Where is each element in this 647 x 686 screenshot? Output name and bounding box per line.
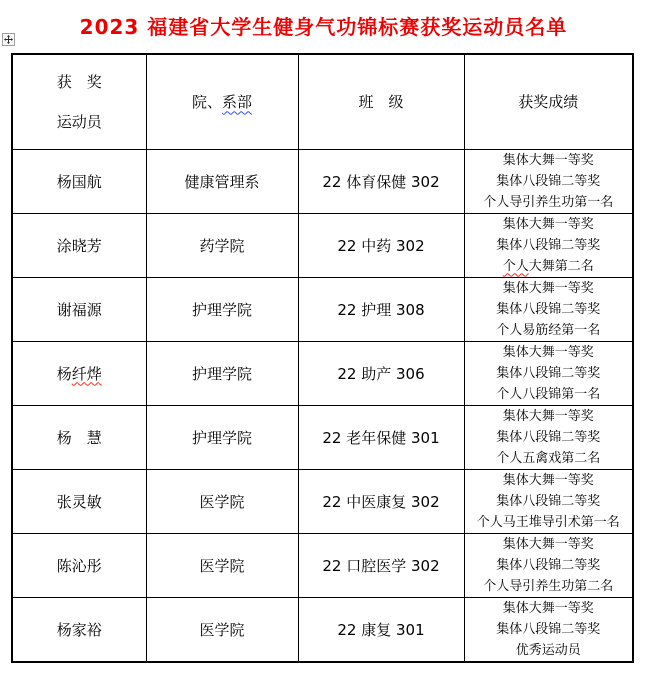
athlete-name-cell[interactable]: 涂晓芳 <box>12 213 146 277</box>
table-row <box>12 149 633 213</box>
award-line: 集体大舞一等奖 <box>502 216 594 232</box>
table-row <box>12 469 633 533</box>
table-row <box>12 277 633 341</box>
awards-cell[interactable] <box>464 405 633 469</box>
table-row <box>12 341 633 405</box>
class-cell[interactable]: 22 助产 306 <box>298 341 464 405</box>
header-athlete-line2: 运动员 <box>56 112 102 131</box>
awards-cell[interactable] <box>464 149 633 213</box>
award-line: 集体大舞一等奖 <box>502 280 594 296</box>
department-cell[interactable]: 护理学院 <box>146 341 298 405</box>
header-athlete-line1: 获 奖 <box>56 72 102 91</box>
header-awards[interactable]: 获奖成绩 <box>464 54 633 149</box>
table-row <box>12 213 633 277</box>
athlete-name-cell[interactable]: 谢福源 <box>12 277 146 341</box>
department-cell[interactable]: 医学院 <box>146 533 298 597</box>
award-line: 集体八段锦二等奖 <box>496 429 601 445</box>
award-line: 集体八段锦二等奖 <box>496 493 601 509</box>
athlete-name-cell[interactable]: 杨纤烨 <box>12 341 146 405</box>
award-line: 集体八段锦二等奖 <box>496 365 601 381</box>
award-line: 集体八段锦二等奖 <box>496 301 601 317</box>
award-line: 集体大舞一等奖 <box>502 600 594 616</box>
class-cell[interactable]: 22 中药 302 <box>298 213 464 277</box>
class-cell[interactable]: 22 口腔医学 302 <box>298 533 464 597</box>
award-line: 个人导引养生功第二名 <box>483 578 614 594</box>
award-line: 个人大舞第二名 <box>502 258 594 274</box>
header-class[interactable]: 班 级 <box>298 54 464 149</box>
department-cell[interactable]: 药学院 <box>146 213 298 277</box>
awards-cell[interactable] <box>464 533 633 597</box>
award-line: 集体大舞一等奖 <box>502 536 594 552</box>
table-row <box>12 405 633 469</box>
award-line: 个人马王堆导引术第一名 <box>476 514 620 530</box>
header-department-squiggle-text: 系部 <box>222 93 253 112</box>
table-row <box>12 597 633 662</box>
athlete-name-cell[interactable]: 杨 慧 <box>12 405 146 469</box>
class-cell[interactable]: 22 老年保健 301 <box>298 405 464 469</box>
award-line: 集体大舞一等奖 <box>502 152 594 168</box>
table-row <box>12 533 633 597</box>
athlete-name-cell[interactable]: 陈沁彤 <box>12 533 146 597</box>
award-line: 集体八段锦二等奖 <box>496 557 601 573</box>
department-cell[interactable]: 医学院 <box>146 469 298 533</box>
awards-cell[interactable] <box>464 277 633 341</box>
award-line: 集体八段锦二等奖 <box>496 621 601 637</box>
table-header-row <box>12 54 633 149</box>
athlete-name-cell[interactable]: 杨国航 <box>12 149 146 213</box>
award-line: 个人易筋经第一名 <box>496 322 601 338</box>
squiggle-text: 纤烨 <box>71 364 102 383</box>
award-line: 集体大舞一等奖 <box>502 408 594 424</box>
header-department-prefix: 院、 <box>191 93 222 112</box>
award-line: 个人导引养生功第一名 <box>483 194 614 210</box>
athlete-name-cell[interactable]: 张灵敏 <box>12 469 146 533</box>
awards-cell[interactable] <box>464 469 633 533</box>
table-move-handle[interactable] <box>2 33 15 46</box>
department-cell[interactable]: 护理学院 <box>146 277 298 341</box>
class-cell[interactable]: 22 中医康复 302 <box>298 469 464 533</box>
header-athlete[interactable] <box>12 54 146 149</box>
document-title[interactable]: 2023 福建省大学生健身气功锦标赛获奖运动员名单 <box>79 15 568 39</box>
header-department[interactable] <box>146 54 298 149</box>
award-winners-table <box>11 53 634 663</box>
award-line: 集体大舞一等奖 <box>502 472 594 488</box>
class-cell[interactable]: 22 体育保健 302 <box>298 149 464 213</box>
award-line: 优秀运动员 <box>515 642 581 658</box>
award-line: 集体八段锦二等奖 <box>496 237 601 253</box>
class-cell[interactable]: 22 康复 301 <box>298 597 464 662</box>
award-line: 集体大舞一等奖 <box>502 344 594 360</box>
awards-cell[interactable] <box>464 213 633 277</box>
squiggle-text: 个人 <box>502 258 529 274</box>
awards-cell[interactable] <box>464 597 633 662</box>
award-line: 个人八段锦第一名 <box>496 386 601 402</box>
athlete-name-cell[interactable]: 杨家裕 <box>12 597 146 662</box>
award-line: 个人五禽戏第二名 <box>496 450 601 466</box>
award-line: 集体八段锦二等奖 <box>496 173 601 189</box>
department-cell[interactable]: 医学院 <box>146 597 298 662</box>
department-cell[interactable]: 护理学院 <box>146 405 298 469</box>
department-cell[interactable]: 健康管理系 <box>146 149 298 213</box>
awards-cell[interactable] <box>464 341 633 405</box>
class-cell[interactable]: 22 护理 308 <box>298 277 464 341</box>
four-way-arrow-icon <box>4 35 13 44</box>
